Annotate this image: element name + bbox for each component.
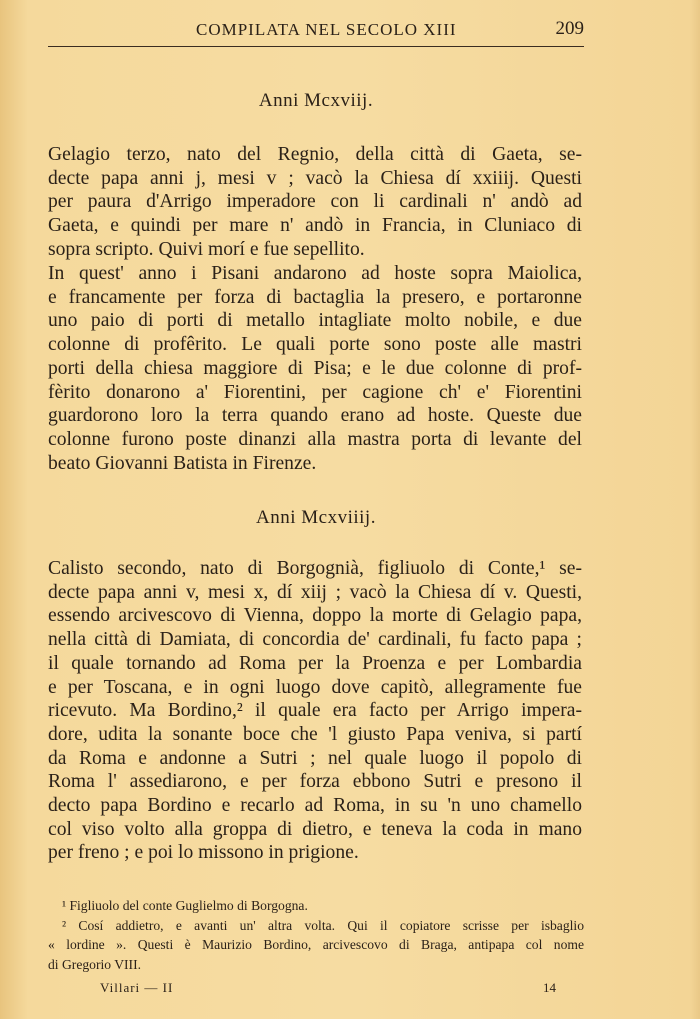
text-line: beato Giovanni Batista in Firenze. xyxy=(48,452,317,474)
text-line: Calisto secondo, nato di Borgognià, figliuolo di Conte,¹ se- xyxy=(48,558,582,579)
text-line: e francamente per forza di bactaglia la presero, e portaronne xyxy=(48,286,582,308)
paragraph-calisto xyxy=(48,557,582,865)
text-line: uno paio di porti di metallo intagliate molto nobile, e due xyxy=(48,310,582,332)
text-line: dore, udita la sonante boce che 'l giusto Papa veniva, si partí xyxy=(48,723,582,745)
paragraph-gelagio xyxy=(48,143,582,262)
text-line: decto papa Bordino e recarlo ad Roma, in su 'n uno chamello xyxy=(48,795,582,817)
footnote-2-cont: « lordine ». Questi è Maurizio Bordino, arcivescovo di Braga, antipapa col nome xyxy=(48,937,584,952)
text-line: porti della chiesa maggiore di Pisa; e le due colonne di prof- xyxy=(48,357,582,379)
text-line: decte papa anni v, mesi x, dí xiij ; vacò la Chiesa dí v. Questi, xyxy=(48,581,582,603)
text-line: ricevuto. Ma Bordino,² il quale era facto per Arrigo impera- xyxy=(48,700,582,722)
page-number: 209 xyxy=(555,18,584,39)
text-line: In quest' anno i Pisani andarono ad hoste sopra Maiolica, xyxy=(48,263,582,284)
page-footer xyxy=(48,980,584,1000)
printer-signature: Villari — II xyxy=(100,980,174,995)
running-title: COMPILATA NEL SECOLO XIII xyxy=(196,20,457,39)
text-line: decte papa anni j, mesi v ; vacò la Chiesa dí xxiiij. Questi xyxy=(48,167,582,189)
footnote-2-end: di Gregorio VIII. xyxy=(48,956,141,972)
text-line: guardorono loro la terra quando erano ad hoste. Queste due xyxy=(48,405,582,427)
text-line: Gelagio terzo, nato del Regnio, della città di Gaeta, se- xyxy=(48,144,582,165)
text-line: colonne di profêrito. Le quali porte sono poste alle mastri xyxy=(48,334,582,356)
text-line: sopra scripto. Quivi morí e fue sepellito. xyxy=(48,238,365,260)
footnote-2: ² Cosí addietro, e avanti un' altra volta. Qui il copiatore scrisse per isbaglio xyxy=(62,917,584,933)
text-line: col viso volto alla groppa di dietro, e teneva la coda in mano xyxy=(48,818,582,840)
paragraph-pisani xyxy=(48,262,582,475)
section-heading-1118: Anni Mcxviij. xyxy=(258,90,374,111)
section-heading-1119: Anni Mcxviiij. xyxy=(256,507,376,528)
page-header xyxy=(48,18,584,44)
header-rule xyxy=(48,46,584,47)
text-line: e per Toscana, e in ogni luogo dove capitò, allegramente fue xyxy=(48,676,582,698)
text-line: da Roma e andonne a Sutri ; nel quale luogo il popolo di xyxy=(48,747,582,769)
text-line: Roma l' assediarono, e per forza ebbono Sutri e presono il xyxy=(48,771,582,793)
text-line: il quale tornando ad Roma per la Proenza e per Lombardia xyxy=(48,652,582,674)
text-line: Gaeta, e quindi per mare n' andò in Francia, in Cluniaco di xyxy=(48,215,582,237)
text-line: per paura d'Arrigo imperadore con li cardinali n' andò ad xyxy=(48,191,582,213)
text-line: colonne furono poste dinanzi alla mastra porta di levante del xyxy=(48,428,582,450)
text-line: nella città di Damiata, di concordia de' cardinali, fu facto papa ; xyxy=(48,629,582,651)
footnotes xyxy=(48,896,584,974)
text-line: fèrito donarono a' Fiorentini, per cagione ch' e' Fiorentini xyxy=(48,381,582,403)
sheet-number: 14 xyxy=(543,980,556,995)
text-line: per freno ; e poi lo missono in prigione. xyxy=(48,842,359,864)
text-line: essendo arcivescovo di Vienna, doppo la morte di Gelagio papa, xyxy=(48,605,582,627)
footnote-1: ¹ Figliuolo del conte Guglielmo di Borgogna. xyxy=(62,898,308,913)
